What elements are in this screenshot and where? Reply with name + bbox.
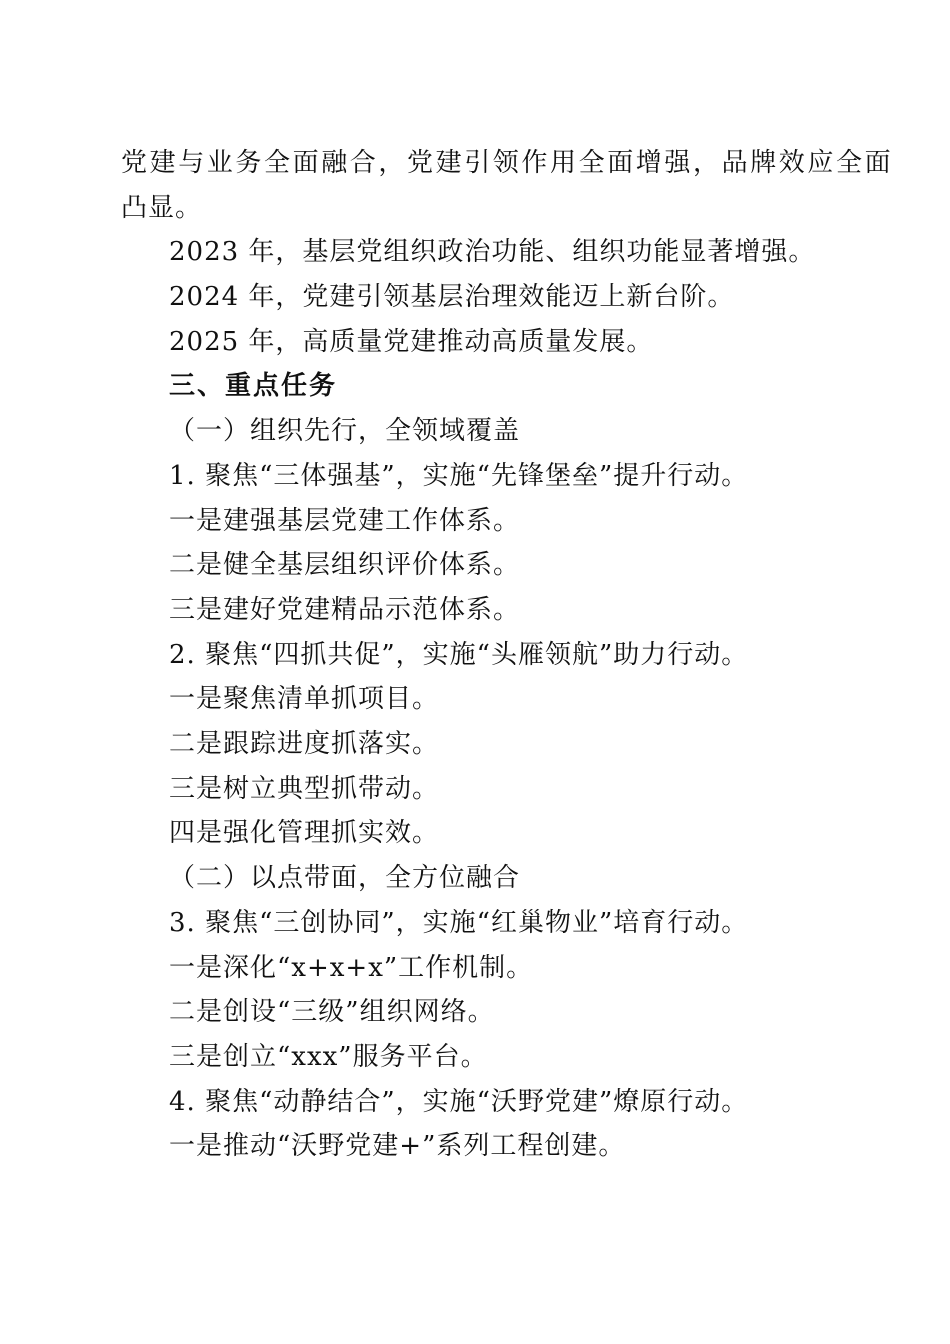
body-paragraph-line: 党建与业务全面融合，党建引领作用全面增强，品牌效应全面 bbox=[121, 148, 894, 178]
task-subitem: 一是建强基层党建工作体系。 bbox=[169, 506, 521, 536]
goal-2025: 2025 年，高质量党建推动高质量发展。 bbox=[169, 327, 654, 357]
goal-2024: 2024 年，党建引领基层治理效能迈上新台阶。 bbox=[169, 282, 735, 312]
task-subitem: 一是深化“x+x+x”工作机制。 bbox=[169, 953, 534, 983]
task-subitem: 三是创立“xxx”服务平台。 bbox=[169, 1042, 488, 1072]
subsection-heading: （一）组织先行，全领域覆盖 bbox=[169, 416, 521, 446]
task-subitem: 四是强化管理抓实效。 bbox=[169, 818, 440, 848]
task-subitem: 三是树立典型抓带动。 bbox=[169, 774, 440, 804]
task-subitem: 二是创设“三级”组织网络。 bbox=[169, 997, 495, 1027]
section-heading: 三、重点任务 bbox=[169, 371, 338, 401]
task-item: 4. 聚焦“动静结合”，实施“沃野党建”燎原行动。 bbox=[169, 1087, 749, 1117]
task-subitem: 一是推动“沃野党建+”系列工程创建。 bbox=[169, 1131, 626, 1161]
task-item: 2. 聚焦“四抓共促”，实施“头雁领航”助力行动。 bbox=[169, 640, 749, 670]
task-subitem: 二是健全基层组织评价体系。 bbox=[169, 550, 521, 580]
task-item: 3. 聚焦“三创协同”，实施“红巢物业”培育行动。 bbox=[169, 908, 749, 938]
goal-2023: 2023 年，基层党组织政治功能、组织功能显著增强。 bbox=[169, 237, 816, 267]
task-subitem: 一是聚焦清单抓项目。 bbox=[169, 684, 440, 714]
body-paragraph-line: 凸显。 bbox=[121, 193, 203, 223]
task-subitem: 二是跟踪进度抓落实。 bbox=[169, 729, 440, 759]
task-item: 1. 聚焦“三体强基”，实施“先锋堡垒”提升行动。 bbox=[169, 461, 749, 491]
subsection-heading: （二）以点带面，全方位融合 bbox=[169, 863, 521, 893]
task-subitem: 三是建好党建精品示范体系。 bbox=[169, 595, 521, 625]
